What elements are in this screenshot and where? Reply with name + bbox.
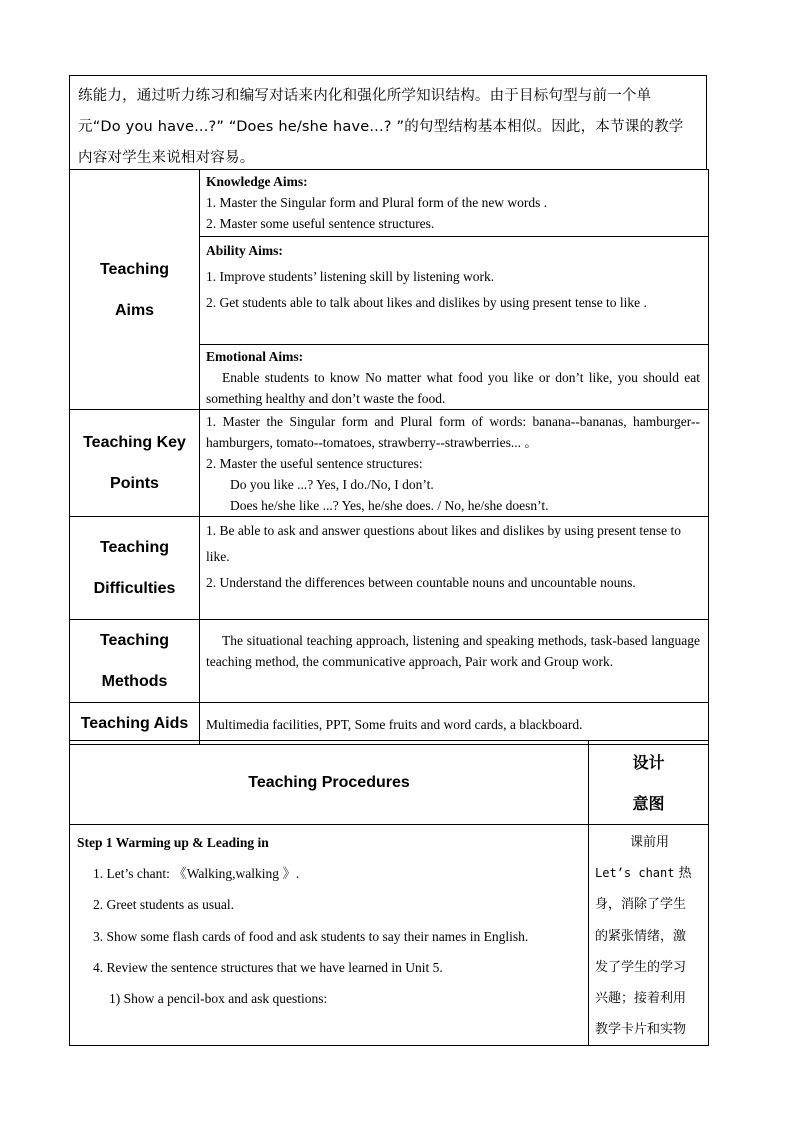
note-line: Let’s chant 热: [595, 866, 692, 882]
difficulty-item: 2. Understand the differences between countable nouns and uncountable nouns.: [206, 575, 636, 590]
design-intent-cell: [589, 825, 709, 1046]
difficulties-cell: [200, 517, 709, 620]
procedures-table: [69, 740, 709, 1046]
knowledge-aim-item: 1. Master the Singular form and Plural form of the new words .: [206, 195, 548, 210]
methods-text: The situational teaching approach, listening and speaking methods, task-based language teaching method, the communicative approach, Pair work and Group work.: [206, 633, 700, 669]
key-points-label: Teaching Key Points: [70, 410, 200, 517]
emotional-aims-title: Emotional Aims:: [206, 349, 304, 364]
note-line: 兴趣；接着利用: [595, 991, 687, 1007]
ability-aims-title: Ability Aims:: [206, 243, 283, 258]
step1-cell: [70, 825, 589, 1046]
teaching-aims-label: Teaching Aims: [70, 170, 200, 410]
key-point-sentence: Do you like ...? Yes, I do./No, I don’t.: [230, 477, 434, 492]
key-point-item: 1. Master the Singular form and Plural form of words: banana--bananas, hamburger--hamburgers, tomato--tomatoes, strawberry--strawberries... 。: [206, 414, 700, 450]
knowledge-aims-title: Knowledge Aims:: [206, 174, 308, 189]
note-line: 的紧张情绪，激: [595, 928, 687, 944]
ability-aim-item: 2. Get students able to talk about likes and dislikes by using present tense to like .: [206, 295, 647, 310]
key-points-cell: [200, 410, 709, 517]
ability-aim-item: 1. Improve students’ listening skill by listening work.: [206, 269, 495, 284]
intro-line: 内容对学生来说相对容易。: [78, 150, 255, 166]
lesson-plan-table: [69, 169, 709, 745]
key-point-item: 2. Master the useful sentence structures:: [206, 456, 423, 471]
ability-aims-cell: [200, 237, 709, 345]
note-line: 教学卡片和实物: [595, 1022, 687, 1038]
intro-line: 元“Do you have...?” “Does he/she have...? ”的句型结构基本相似。因此，本节课的教学: [78, 119, 684, 135]
step-item: 3. Show some flash cards of food and ask students to say their names in English.: [93, 928, 529, 944]
intro-paragraph: [69, 75, 707, 170]
design-intent-header: 设计 意图: [589, 741, 709, 825]
step1-title: Step 1 Warming up & Leading in: [77, 835, 269, 850]
step-item: 1. Let’s chant: 《Walking,walking 》.: [93, 866, 300, 882]
step-subitem: 1) Show a pencil-box and ask questions:: [109, 991, 328, 1007]
emotional-aim-item: Enable students to know No matter what food you like or don’t like, you should eat something healthy and don’t waste the food.: [206, 370, 700, 406]
note-line: 发了学生的学习: [595, 959, 687, 975]
note-line: 身，消除了学生: [595, 897, 687, 913]
procedures-header: Teaching Procedures: [70, 741, 589, 825]
note-title: 课前用: [629, 835, 669, 850]
knowledge-aims-cell: [200, 170, 709, 237]
aids-cell: [200, 703, 709, 745]
knowledge-aim-item: 2. Master some useful sentence structures.: [206, 216, 435, 231]
key-point-sentence: Does he/she like ...? Yes, he/she does. / No, he/she doesn’t.: [230, 498, 549, 513]
difficulty-item: 1. Be able to ask and answer questions about likes and dislikes by using present tense to like.: [206, 523, 682, 564]
intro-line: 练能力，通过听力练习和编写对话来内化和强化所学知识结构。由于目标句型与前一个单: [78, 88, 652, 104]
aids-text: Multimedia facilities, PPT, Some fruits and word cards, a blackboard.: [206, 716, 583, 732]
step-item: 2. Greet students as usual.: [93, 897, 234, 913]
difficulties-label: Teaching Difficulties: [70, 517, 200, 620]
aids-label: Teaching Aids: [70, 703, 200, 745]
methods-label: Teaching Methods: [70, 620, 200, 703]
step-item: 4. Review the sentence structures that we have learned in Unit 5.: [93, 959, 443, 975]
methods-cell: [200, 620, 709, 703]
emotional-aims-cell: [200, 345, 709, 410]
